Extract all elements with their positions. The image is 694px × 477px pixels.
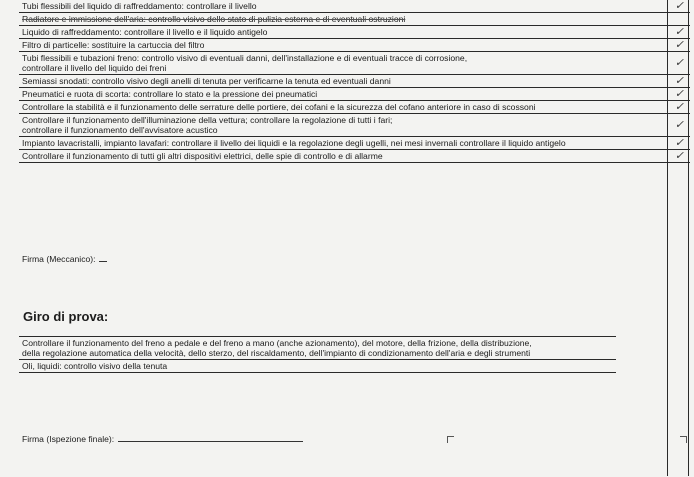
test-drive-row [19, 337, 616, 360]
checklist-row [19, 88, 690, 101]
check-mark-icon: ✓ [674, 0, 684, 12]
checklist-item-text: Controllare il funzionamento di tutti gli altri dispositivi elettrici, delle spie di controllo e di allarme [22, 151, 383, 161]
checklist-item-text: Controllare la stabilità e il funzionamento delle serrature delle portiere, dei cofani e la sicurezza del cofano anteriore in caso di scossoni [22, 102, 536, 112]
inspection-checklist-table [19, 0, 690, 163]
check-mark-icon: ✓ [674, 56, 684, 69]
checklist-row [19, 13, 690, 26]
checklist-row [19, 114, 690, 137]
test-drive-heading: Giro di prova: [23, 309, 109, 324]
final-inspection-signature-field [22, 434, 303, 444]
test-drive-table [19, 336, 616, 373]
checklist-item-text: Tubi flessibili e tubazioni freno: controllo visivo di eventuali danni, dell'installazione e di eventuali tracce di corrosione, controllare il livello del liquido dei freni [22, 53, 468, 73]
checklist-item-text: Pneumatici e ruota di scorta: controllare lo stato e la pressione dei pneumatici [22, 89, 318, 99]
check-column-right-border [688, 0, 689, 476]
signature-line [99, 261, 107, 262]
check-mark-icon: ✓ [674, 149, 684, 162]
checklist-item-text: Tubi flessibili del liquido di raffreddamento: controllare il livello [22, 1, 257, 11]
checklist-row [19, 52, 690, 75]
checklist-row [19, 75, 690, 88]
check-mark-icon: ✓ [674, 25, 684, 38]
test-drive-item-text: Controllare il funzionamento del freno a pedale e del freno a mano (anche azionamento), del motore, della frizione, della distribuzione, della regolazione automatica della velocità, dello sterzo, del riscaldamento, dell'impianto di condizionamento dell'aria e degli strumenti [22, 338, 532, 358]
checklist-row [19, 39, 690, 52]
mechanic-signature-label: Firma (Meccanico): [22, 254, 96, 264]
checklist-item-text: Radiatore e immissione dell'aria: controllo visivo dello stato di pulizia esterna e di eventuali ostruzioni [22, 14, 406, 24]
check-mark-icon: ✓ [674, 100, 684, 113]
checklist-row [19, 101, 690, 114]
check-mark-icon: ✓ [674, 38, 684, 51]
check-column-left-border [667, 0, 668, 476]
checklist-item-text: Liquido di raffreddamento: controllare il livello e il liquido antigelo [22, 27, 268, 37]
checklist-row [19, 0, 690, 13]
checklist-item-text: Controllare il funzionamento dell'illuminazione della vettura; controllare la regolazione di tutti i fari; controllare il funzionamento dell'avvisatore acustico [22, 115, 393, 135]
check-mark-icon: ✓ [674, 74, 684, 87]
crop-mark-right [680, 436, 687, 443]
check-mark-icon: ✓ [674, 87, 684, 100]
checklist-item-text: Semiassi snodati: controllo visivo degli anelli di tenuta per verificarne la tenuta ed eventuali danni [22, 76, 391, 86]
test-drive-item-text: Oli, liquidi: controllo visivo della tenuta [22, 361, 168, 371]
final-inspection-signature-label: Firma (Ispezione finale): [22, 434, 115, 444]
checklist-row [19, 26, 690, 39]
checklist-item-text: Impianto lavacristalli, impianto lavafari: controllare il livello dei liquidi e la regolazione degli ugelli, nei mesi invernali controllare il liquido antigelo [22, 138, 566, 148]
check-mark-icon: ✓ [674, 136, 684, 149]
signature-line [118, 441, 303, 442]
mechanic-signature-field [22, 254, 107, 264]
check-mark-icon: ✓ [674, 118, 684, 131]
checklist-row [19, 137, 690, 150]
test-drive-row [19, 360, 616, 373]
crop-mark-left [447, 436, 454, 443]
checklist-item-text: Filtro di particelle: sostituire la cartuccia del filtro [22, 40, 205, 50]
checklist-row [19, 150, 690, 163]
